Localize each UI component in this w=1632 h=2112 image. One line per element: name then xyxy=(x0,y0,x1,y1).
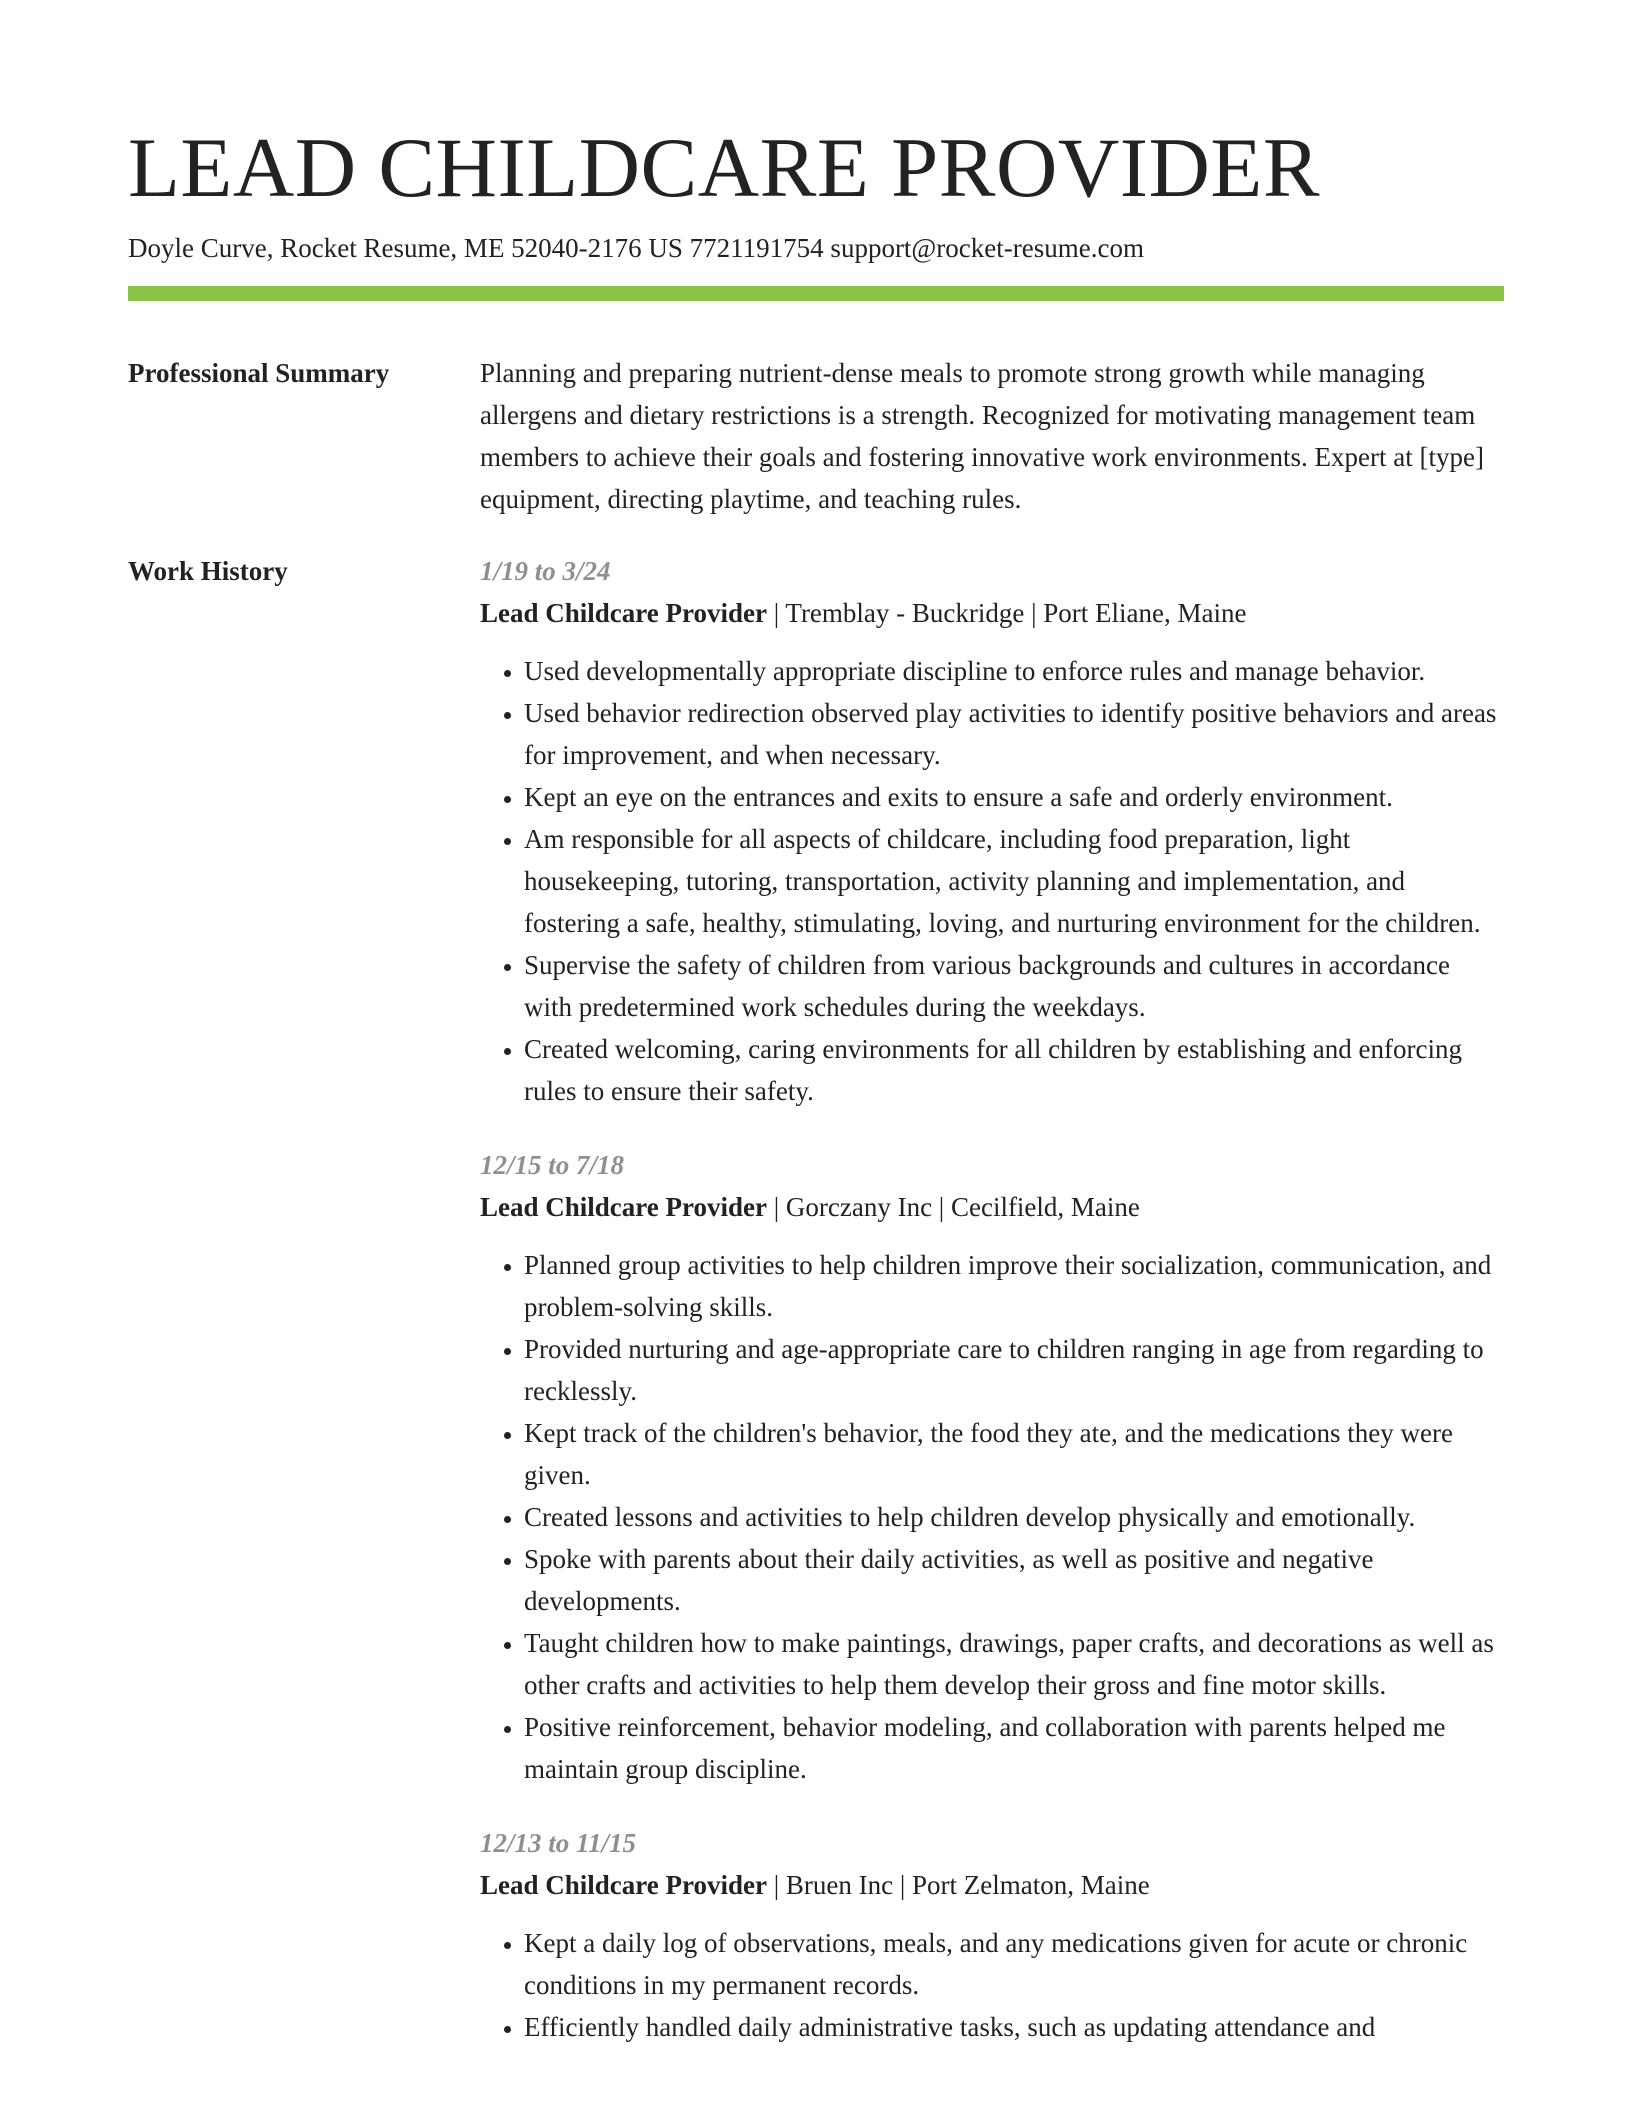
summary-label: Professional Summary xyxy=(128,358,390,388)
job-bullet: • Provided nurturing and age-appropriate care to children ranging in age from regarding to recklessly. xyxy=(524,1328,1504,1412)
job-bullet-list xyxy=(480,650,1504,1112)
job-title-line xyxy=(480,1864,1504,1906)
job-details: | Bruen Inc | Port Zelmaton, Maine xyxy=(766,1870,1150,1900)
job-title: Lead Childcare Provider xyxy=(480,598,767,628)
work-history-label: Work History xyxy=(128,556,288,586)
resume-title: LEAD CHILDCARE PROVIDER xyxy=(128,121,1321,215)
job-bullet: • Created welcoming, caring environments for all children by establishing and enforcing rules to ensure their safety. xyxy=(524,1028,1504,1112)
job-bullet: • Kept an eye on the entrances and exits to ensure a safe and orderly environment. xyxy=(524,776,1504,818)
job-title: Lead Childcare Provider xyxy=(480,1192,767,1222)
job-bullet: • Positive reinforcement, behavior modeling, and collaboration with parents helped me maintain group discipline. xyxy=(524,1706,1504,1790)
job-bullet: • Used behavior redirection observed play activities to identify positive behaviors and areas for improvement, and when necessary. xyxy=(524,692,1504,776)
work-history-list xyxy=(480,550,1504,2080)
job-dates: 12/15 to 7/18 xyxy=(480,1150,625,1180)
job-bullet-list xyxy=(480,1244,1504,1790)
job-dates: 1/19 to 3/24 xyxy=(480,556,611,586)
job-bullet: • Kept a daily log of observations, meals, and any medications given for acute or chronic conditions in my permanent records. xyxy=(524,1922,1504,2006)
job-entry xyxy=(480,1822,1504,2048)
job-title: Lead Childcare Provider xyxy=(480,1870,767,1900)
job-bullet: • Am responsible for all aspects of childcare, including food preparation, light housekeeping, tutoring, transportation, activity planning and implementation, and fostering a safe, healthy, stimulating, loving, and nurturing environment for the children. xyxy=(524,818,1504,944)
job-details: | Tremblay - Buckridge | Port Eliane, Maine xyxy=(766,598,1247,628)
summary-text: Planning and preparing nutrient-dense meals to promote strong growth while managing allergens and dietary restrictions is a strength. Recognized for motivating management team members to achieve their goals and fostering innovative work environments. Expert at [type] equipment, directing playtime, and teaching rules. xyxy=(480,358,1484,514)
job-entry xyxy=(480,550,1504,1112)
job-details: | Gorczany Inc | Cecilfield, Maine xyxy=(766,1192,1140,1222)
contact-line: Doyle Curve, Rocket Resume, ME 52040-2176 US 7721191754 support@rocket-resume.com xyxy=(128,233,1144,263)
job-bullet: • Efficiently handled daily administrative tasks, such as updating attendance and xyxy=(524,2006,1504,2048)
job-dates: 12/13 to 11/15 xyxy=(480,1828,637,1858)
job-bullet: • Spoke with parents about their daily activities, as well as positive and negative developments. xyxy=(524,1538,1504,1622)
job-bullet: • Kept track of the children's behavior, the food they ate, and the medications they were given. xyxy=(524,1412,1504,1496)
job-entry xyxy=(480,1144,1504,1790)
job-bullet: • Taught children how to make paintings, drawings, paper crafts, and decorations as well as other crafts and activities to help them develop their gross and fine motor skills. xyxy=(524,1622,1504,1706)
job-bullet-list xyxy=(480,1922,1504,2048)
job-bullet: • Used developmentally appropriate discipline to enforce rules and manage behavior. xyxy=(524,650,1504,692)
job-bullet: • Planned group activities to help children improve their socialization, communication, and problem-solving skills. xyxy=(524,1244,1504,1328)
summary-body xyxy=(480,352,1504,520)
job-title-line xyxy=(480,592,1504,634)
job-title-line xyxy=(480,1186,1504,1228)
job-bullet: • Created lessons and activities to help children develop physically and emotionally. xyxy=(524,1496,1504,1538)
job-bullet: • Supervise the safety of children from various backgrounds and cultures in accordance with predetermined work schedules during the weekdays. xyxy=(524,944,1504,1028)
header-divider xyxy=(128,286,1504,301)
